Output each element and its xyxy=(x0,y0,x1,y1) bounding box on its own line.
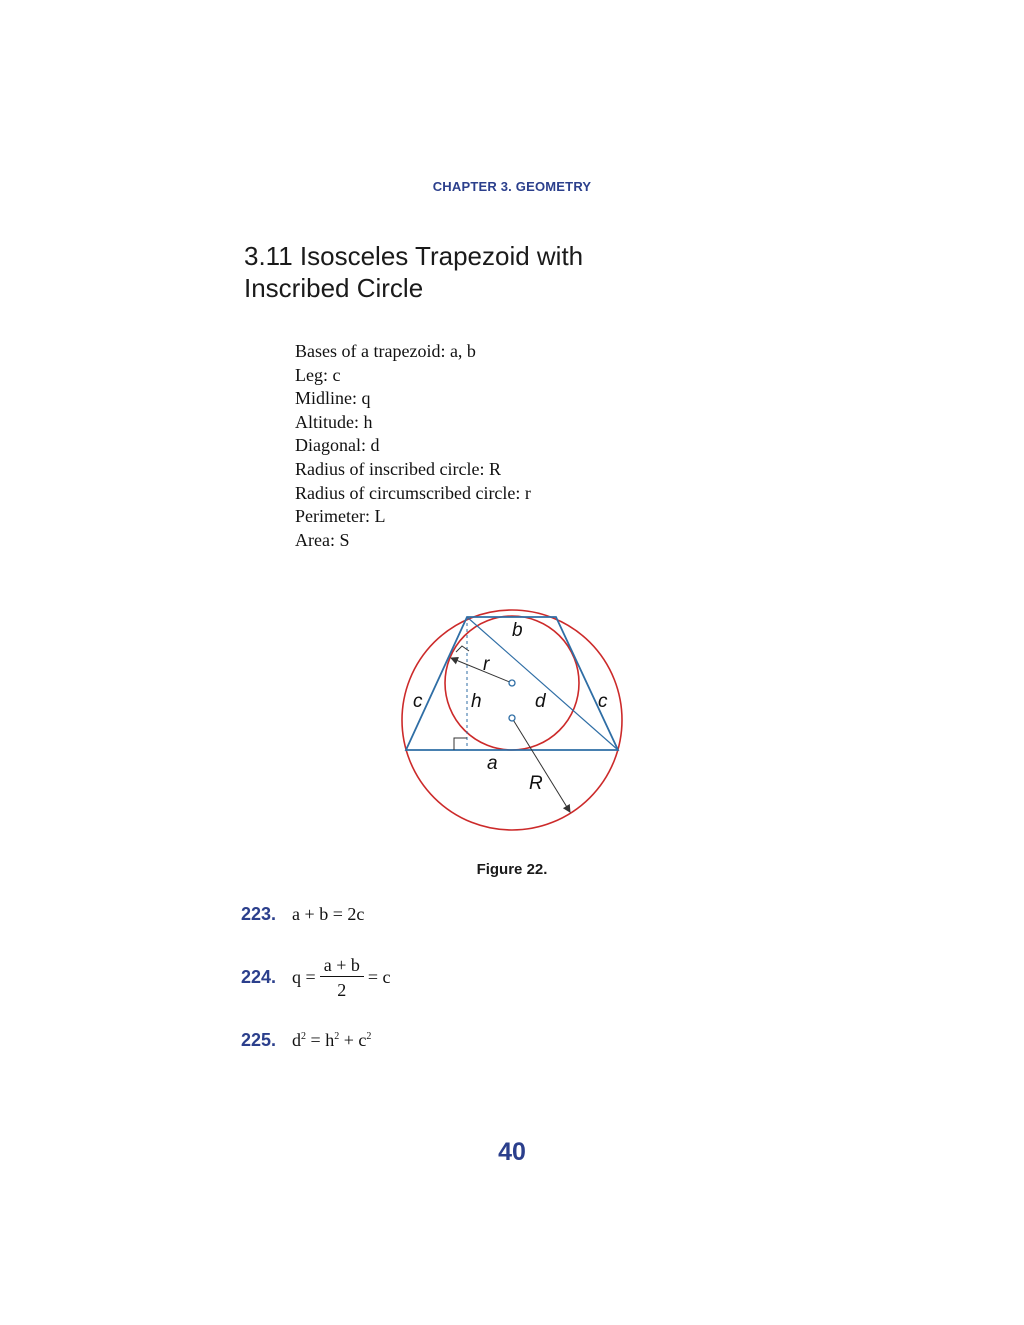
definition-item: Bases of a trapezoid: a, b xyxy=(295,341,476,361)
formula-223 xyxy=(241,904,364,925)
definition-item: Midline: q xyxy=(295,388,371,409)
inner-radius-arrow xyxy=(451,658,512,683)
exponent: 2 xyxy=(301,1031,307,1042)
label-c-left: c xyxy=(413,691,423,712)
fraction-denominator: 2 xyxy=(337,980,347,1000)
label-b: b xyxy=(512,620,523,641)
formula-number: 225. xyxy=(241,1030,277,1050)
formula-number: 224. xyxy=(241,967,277,987)
page-number: 40 xyxy=(498,1138,526,1166)
chapter-header: CHAPTER 3. GEOMETRY xyxy=(432,179,592,194)
diagonal-line xyxy=(467,617,618,750)
figure-caption: Figure 22. xyxy=(476,861,548,878)
outer-radius-arrow xyxy=(512,718,570,812)
term-d: d xyxy=(292,1030,302,1050)
label-R: R xyxy=(529,773,543,794)
exponent: 2 xyxy=(334,1031,340,1042)
formula-lhs: q = xyxy=(292,967,316,987)
term-h: h xyxy=(325,1030,335,1050)
formula-rhs: = c xyxy=(367,967,391,987)
definition-item: Radius of circumscribed circle: r xyxy=(295,482,531,503)
section-title xyxy=(244,240,704,304)
formula-224 xyxy=(241,954,390,1001)
definition-item: Altitude: h xyxy=(295,411,373,432)
formula-expression xyxy=(292,1030,371,1050)
trapezoid-figure xyxy=(400,607,630,835)
circumscribed-center-point xyxy=(509,715,515,721)
formula-225 xyxy=(241,1030,371,1051)
label-d: d xyxy=(535,691,546,712)
definitions-list xyxy=(295,340,531,552)
definition-item: Area: S xyxy=(295,529,350,550)
label-r: r xyxy=(483,654,490,675)
term-c: c xyxy=(358,1030,367,1050)
exponent: 2 xyxy=(366,1031,372,1042)
label-a: a xyxy=(487,753,498,774)
section-title-line-2: Inscribed Circle xyxy=(244,273,424,303)
label-h: h xyxy=(471,691,482,712)
inscribed-center-point xyxy=(509,680,515,686)
definition-item: Leg: c xyxy=(295,364,341,385)
formula-expression: a + b = 2c xyxy=(292,904,365,924)
right-angle-mark-leg xyxy=(456,646,469,652)
label-c-right: c xyxy=(598,691,608,712)
formula-fraction xyxy=(320,954,364,1001)
equals-sign: = xyxy=(306,1030,326,1050)
formula-number: 223. xyxy=(241,904,277,924)
definition-item: Radius of inscribed circle: R xyxy=(295,458,501,479)
section-title-line-1: 3.11 Isosceles Trapezoid with xyxy=(244,241,584,271)
right-angle-mark-base xyxy=(454,738,467,750)
definition-item: Perimeter: L xyxy=(295,506,386,527)
definition-item: Diagonal: d xyxy=(295,435,380,456)
plus-sign: + xyxy=(339,1030,359,1050)
fraction-numerator: a + b xyxy=(320,954,364,977)
